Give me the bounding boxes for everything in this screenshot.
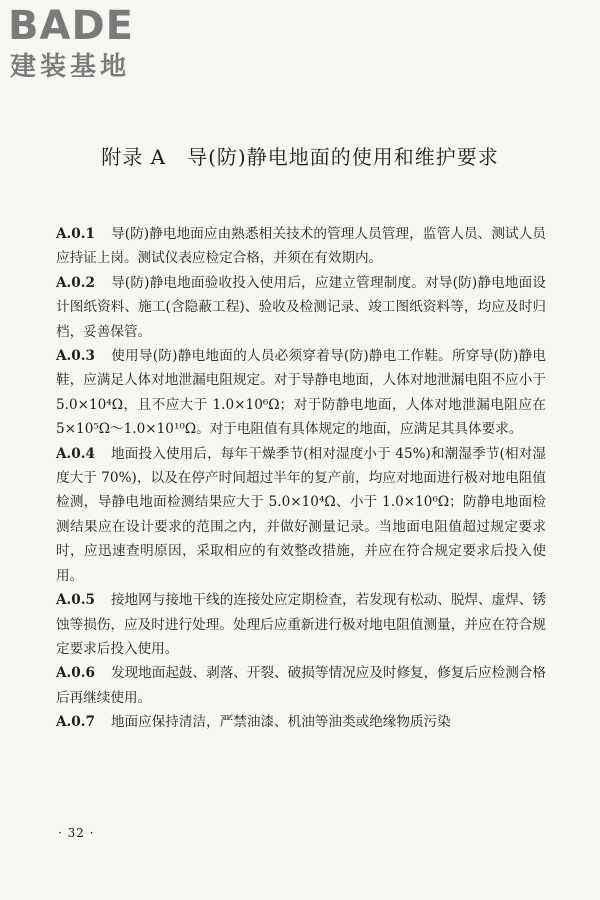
clause-text: 接地网与接地干线的连接处应定期检查，若发现有松动、脱焊、虚焊、锈蚀等损伤，应及时进行处理。处理后应重新进行极对地电阻值测量，并应在符合规定要求后投入使用。	[56, 592, 546, 657]
clause-text: 地面投入使用后，每年干燥季节(相对湿度小于 45%)和潮湿季节(相对湿度大于 70%)，以及在停产时间超过半年的复产前，均应对地面进行极对地电阻值检测，导静电地面检测结果应大于 5.0×10⁴Ω、小于 1.0×10⁶Ω；防静电地面检测结果应在设计要求的范围之内，并做好测量记录。当地面电阻值超过规定要求时，应迅速查明原因，采取相应的有效整改措施，并应在符合规定要求后投入使用。	[56, 445, 546, 584]
clause-number: A.0.5	[56, 592, 95, 609]
logo-wordmark: BADE	[8, 3, 134, 49]
clause-a06	[56, 661, 546, 710]
clause-number: A.0.6	[56, 665, 95, 682]
document-body	[56, 222, 546, 735]
clause-a04	[56, 442, 546, 588]
clause-number: A.0.1	[56, 226, 95, 242]
clause-a07	[56, 710, 546, 734]
logo-subtitle: 建装基地	[10, 52, 131, 82]
clause-number: A.0.2	[56, 274, 95, 291]
clause-number: A.0.7	[56, 714, 95, 731]
bade-logo	[8, 4, 178, 86]
clause-a03	[56, 344, 546, 442]
clause-text: 使用导(防)静电地面的人员必须穿着导(防)静电工作鞋。所穿导(防)静电鞋，应满足人体对地泄漏电阻规定。对于导静电地面，人体对地泄漏电阻不应小于 5.0×10⁴Ω，且不应大于 1.0×10⁶Ω；对于防静电地面，人体对地泄漏电阻应在 5×10⁵Ω～1.0×10¹⁰Ω。对于电阻值有具体规定的地面，应满足其具体要求。	[56, 348, 546, 438]
clause-number: A.0.3	[56, 348, 95, 365]
clause-a02	[56, 271, 546, 344]
clause-text: 导(防)静电地面验收投入使用后，应建立管理制度。对导(防)静电地面设计图纸资料、施工(含隐蔽工程)、验收及检测记录、竣工图纸资料等，均应及时归档，妥善保管。	[56, 274, 546, 340]
clause-text: 导(防)静电地面应由熟悉相关技术的管理人员管理，监管人员、测试人员应持证上岗。测试仪表应检定合格，并须在有效期内。	[56, 226, 546, 267]
clause-text: 地面应保持清洁，严禁油漆、机油等油类或绝缘物质污染	[110, 714, 451, 731]
clause-text: 发现地面起鼓、剥落、开裂、破损等情况应及时修复，修复后应检测合格后再继续使用。	[56, 665, 546, 706]
appendix-title: 附录 A 导(防)静电地面的使用和维护要求	[101, 145, 499, 169]
clause-a05	[56, 588, 546, 661]
page-number: · 32 ·	[58, 826, 95, 840]
clause-a01	[56, 222, 546, 271]
clause-number: A.0.4	[56, 445, 95, 462]
